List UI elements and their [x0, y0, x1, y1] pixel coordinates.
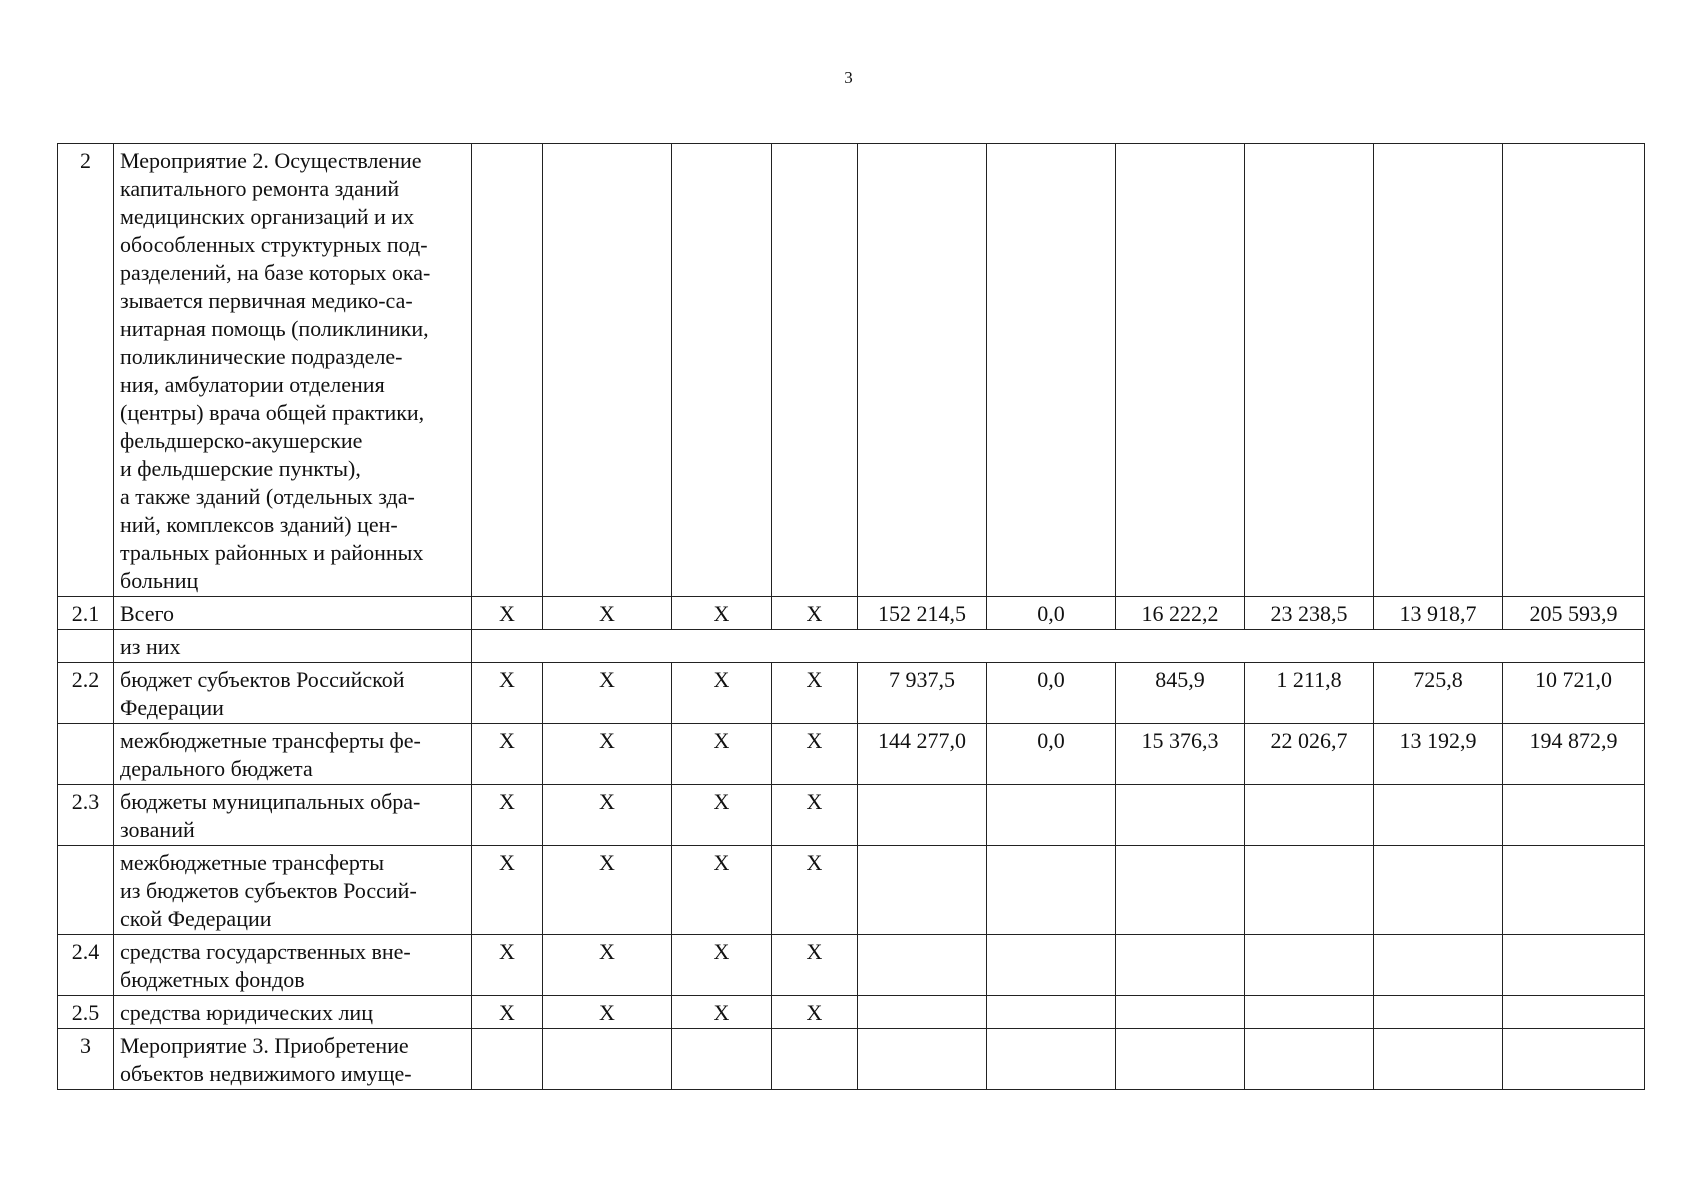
- x-mark-cell: Х: [772, 724, 858, 785]
- value-cell: [1116, 846, 1245, 935]
- value-cell: [1503, 846, 1645, 935]
- page-number: 3: [844, 68, 853, 87]
- value-cell: 205 593,9: [1503, 597, 1645, 630]
- value-cell: 845,9: [1116, 663, 1245, 724]
- value-cell: 23 238,5: [1245, 597, 1374, 630]
- description-line: поликлинические подразделе-: [120, 344, 403, 369]
- value-cell: [1116, 996, 1245, 1029]
- description-line: (центры) врача общей практики,: [120, 400, 425, 425]
- x-mark-cell: Х: [672, 663, 772, 724]
- description-line: фельдшерско-акушерские: [120, 428, 363, 453]
- value-cell: [1245, 996, 1374, 1029]
- row-description: [114, 724, 472, 785]
- value-cell: [1503, 785, 1645, 846]
- value-cell: [1374, 996, 1503, 1029]
- description-line: ской Федерации: [120, 906, 272, 931]
- value-cell: [1503, 144, 1645, 597]
- row-description: [114, 996, 472, 1029]
- value-cell: [1503, 935, 1645, 996]
- row-description: [114, 630, 472, 663]
- table-row: [58, 935, 1645, 996]
- table-body: [58, 144, 1645, 1090]
- value-cell: [1245, 935, 1374, 996]
- description-line: Всего: [120, 601, 174, 626]
- value-cell: [987, 846, 1116, 935]
- value-cell: [1374, 1029, 1503, 1090]
- description-line: тральных районных и районных: [120, 540, 424, 565]
- x-mark-cell: Х: [672, 996, 772, 1029]
- row-number: [58, 630, 114, 663]
- x-mark-cell: Х: [472, 935, 543, 996]
- description-line: дерального бюджета: [120, 756, 313, 781]
- value-cell: [858, 935, 987, 996]
- row-number: 2.3: [58, 785, 114, 846]
- row-number: 2.5: [58, 996, 114, 1029]
- description-line: бюджетных фондов: [120, 967, 305, 992]
- value-cell: [1116, 1029, 1245, 1090]
- description-line: а также зданий (отдельных зда-: [120, 484, 415, 509]
- value-cell: [987, 935, 1116, 996]
- value-cell: 152 214,5: [858, 597, 987, 630]
- x-mark-cell: Х: [543, 597, 672, 630]
- description-line: средства государственных вне-: [120, 939, 411, 964]
- value-cell: [987, 144, 1116, 597]
- row-description: [114, 935, 472, 996]
- x-mark-cell: Х: [472, 846, 543, 935]
- value-cell: [1503, 996, 1645, 1029]
- value-cell: 144 277,0: [858, 724, 987, 785]
- table-row: [58, 785, 1645, 846]
- description-line: разделений, на базе которых ока-: [120, 260, 431, 285]
- x-mark-cell: Х: [772, 597, 858, 630]
- description-line: Федерации: [120, 695, 224, 720]
- value-cell: 0,0: [987, 724, 1116, 785]
- value-cell: [1374, 785, 1503, 846]
- description-line: капитального ремонта зданий: [120, 176, 400, 201]
- x-mark-cell: Х: [543, 846, 672, 935]
- table-row: [58, 630, 1645, 663]
- x-mark-cell: Х: [772, 663, 858, 724]
- value-cell: 194 872,9: [1503, 724, 1645, 785]
- value-cell: [1374, 935, 1503, 996]
- x-mark-cell: Х: [472, 663, 543, 724]
- description-line: бюджет субъектов Российской: [120, 667, 405, 692]
- x-mark-cell: Х: [543, 935, 672, 996]
- description-line: Мероприятие 3. Приобретение: [120, 1033, 409, 1058]
- value-cell: 10 721,0: [1503, 663, 1645, 724]
- value-cell: [987, 996, 1116, 1029]
- x-mark-cell: Х: [772, 846, 858, 935]
- x-mark-cell: Х: [672, 935, 772, 996]
- description-line: ний, комплексов зданий) цен-: [120, 512, 398, 537]
- value-cell: [987, 785, 1116, 846]
- description-line: межбюджетные трансферты фе-: [120, 728, 421, 753]
- row-description: [114, 663, 472, 724]
- description-line: и фельдшерские пункты),: [120, 456, 361, 481]
- value-cell: [858, 144, 987, 597]
- description-line: из них: [120, 634, 181, 659]
- row-description: [114, 144, 472, 597]
- table-row: [58, 663, 1645, 724]
- value-cell: [1116, 144, 1245, 597]
- value-cell: [1245, 1029, 1374, 1090]
- x-mark-cell: Х: [672, 724, 772, 785]
- table-row: [58, 724, 1645, 785]
- value-cell: [1245, 785, 1374, 846]
- value-cell: [1374, 846, 1503, 935]
- value-cell: 22 026,7: [1245, 724, 1374, 785]
- description-line: больниц: [120, 568, 199, 593]
- row-description: [114, 785, 472, 846]
- x-mark-cell: [672, 144, 772, 597]
- value-cell: 0,0: [987, 663, 1116, 724]
- x-mark-cell: Х: [672, 846, 772, 935]
- description-line: бюджеты муниципальных обра-: [120, 789, 421, 814]
- x-mark-cell: [472, 144, 543, 597]
- row-number: 2.1: [58, 597, 114, 630]
- row-number: 2: [58, 144, 114, 597]
- row-description: [114, 846, 472, 935]
- budget-table: [57, 143, 1645, 1090]
- value-cell: 16 222,2: [1116, 597, 1245, 630]
- description-line: объектов недвижимого имуще-: [120, 1061, 412, 1086]
- description-line: медицинских организаций и их: [120, 204, 415, 229]
- value-cell: [987, 1029, 1116, 1090]
- x-mark-cell: Х: [472, 597, 543, 630]
- value-cell: [1374, 144, 1503, 597]
- x-mark-cell: [543, 144, 672, 597]
- value-cell: [1245, 846, 1374, 935]
- x-mark-cell: Х: [543, 996, 672, 1029]
- description-line: обособленных структурных под-: [120, 232, 428, 257]
- value-cell: [1116, 785, 1245, 846]
- x-mark-cell: Х: [543, 724, 672, 785]
- x-mark-cell: [772, 144, 858, 597]
- row-number: 2.2: [58, 663, 114, 724]
- x-mark-cell: Х: [472, 785, 543, 846]
- description-line: ния, амбулатории отделения: [120, 372, 385, 397]
- table-row: [58, 996, 1645, 1029]
- value-cell: [1503, 1029, 1645, 1090]
- value-cell: [858, 1029, 987, 1090]
- description-line: зований: [120, 817, 195, 842]
- description-line: Мероприятие 2. Осуществление: [120, 148, 422, 173]
- value-cell: [1116, 935, 1245, 996]
- x-mark-cell: Х: [672, 597, 772, 630]
- row-description: [114, 597, 472, 630]
- value-cell: 7 937,5: [858, 663, 987, 724]
- value-cell: 0,0: [987, 597, 1116, 630]
- description-line: средства юридических лиц: [120, 1000, 373, 1025]
- x-mark-cell: [672, 1029, 772, 1090]
- value-cell: [1245, 144, 1374, 597]
- description-line: межбюджетные трансферты: [120, 850, 384, 875]
- description-line: из бюджетов субъектов Россий-: [120, 878, 417, 903]
- table-row: [58, 846, 1645, 935]
- x-mark-cell: Х: [672, 785, 772, 846]
- x-mark-cell: Х: [543, 663, 672, 724]
- x-mark-cell: Х: [543, 785, 672, 846]
- value-cell: [858, 996, 987, 1029]
- x-mark-cell: Х: [772, 996, 858, 1029]
- table-row: [58, 597, 1645, 630]
- row-number: 2.4: [58, 935, 114, 996]
- description-line: нитарная помощь (поликлиники,: [120, 316, 429, 341]
- x-mark-cell: [543, 1029, 672, 1090]
- value-cell: 725,8: [1374, 663, 1503, 724]
- x-mark-cell: [472, 1029, 543, 1090]
- value-cell: 15 376,3: [1116, 724, 1245, 785]
- value-cell: 1 211,8: [1245, 663, 1374, 724]
- x-mark-cell: Х: [472, 724, 543, 785]
- description-line: зывается первичная медико-са-: [120, 288, 413, 313]
- table-row: [58, 1029, 1645, 1090]
- value-cell: 13 918,7: [1374, 597, 1503, 630]
- value-cell: 13 192,9: [1374, 724, 1503, 785]
- value-cell: [858, 785, 987, 846]
- row-number: [58, 724, 114, 785]
- x-mark-cell: Х: [772, 785, 858, 846]
- x-mark-cell: [772, 1029, 858, 1090]
- value-cell: [858, 846, 987, 935]
- x-mark-cell: Х: [472, 996, 543, 1029]
- merged-empty-cell: [472, 630, 1645, 663]
- table-row: [58, 144, 1645, 597]
- row-number: 3: [58, 1029, 114, 1090]
- row-number: [58, 846, 114, 935]
- x-mark-cell: Х: [772, 935, 858, 996]
- row-description: [114, 1029, 472, 1090]
